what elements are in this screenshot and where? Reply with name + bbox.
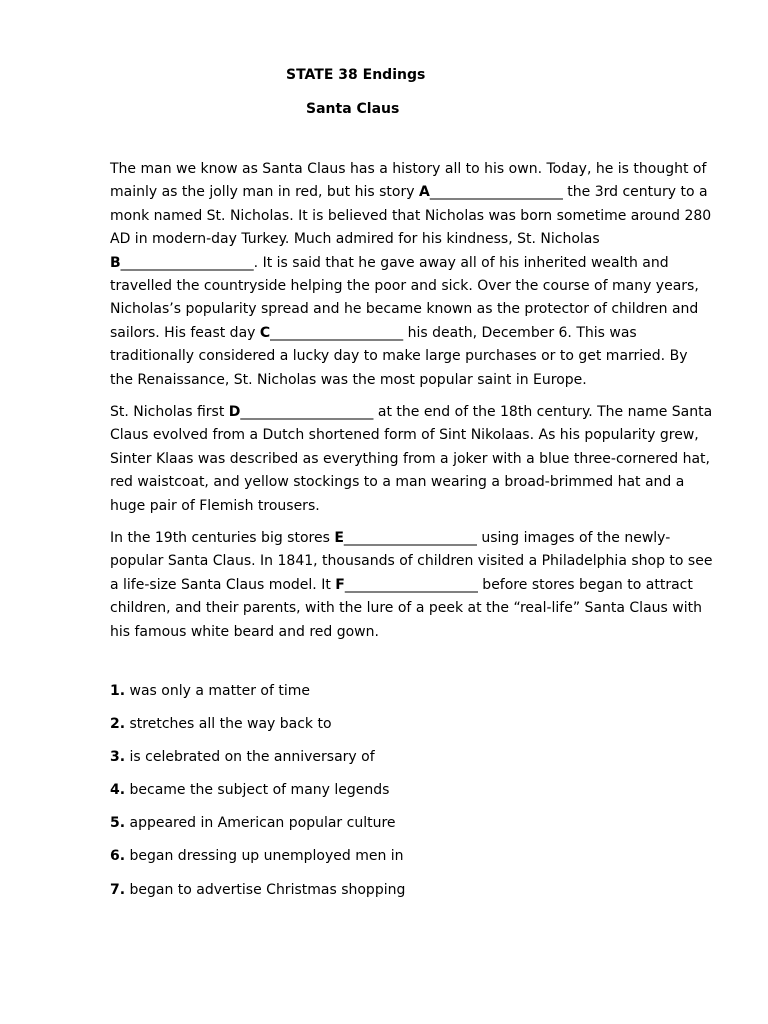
gap-blank-b: ___________________ bbox=[120, 254, 254, 271]
gap-label-f: F bbox=[335, 576, 345, 593]
option-item bbox=[110, 813, 405, 846]
options-list bbox=[110, 681, 405, 913]
option-item bbox=[110, 780, 405, 813]
gap-label-e: E bbox=[334, 530, 344, 546]
paragraph-text: before stores began to attract children, and their parents, with the lure of a peek at the “real-life” Santa Claus with his famous white beard and red gown. bbox=[110, 576, 702, 640]
gap-blank-a: ___________________ bbox=[429, 184, 563, 201]
option-item bbox=[110, 846, 405, 879]
gap-label-b: B bbox=[110, 254, 121, 271]
gap-blank-e: ___________________ bbox=[343, 530, 477, 546]
paragraph-text: St. Nicholas first bbox=[110, 404, 229, 420]
paragraph-text: In the 19th centuries big stores bbox=[110, 530, 335, 546]
option-number: 7. bbox=[110, 881, 126, 898]
option-text: began to advertise Christmas shopping bbox=[125, 881, 406, 898]
gap-label-c: C bbox=[259, 324, 271, 341]
paragraph-text: using images of the newly-popular Santa Claus. In 1841, thousands of children visited a Philadelphia shop to see a life-size Santa Claus model. It bbox=[110, 530, 713, 593]
page-subtitle: Santa Claus bbox=[306, 101, 400, 117]
option-text: is celebrated on the anniversary of bbox=[125, 749, 375, 766]
option-text: became the subject of many legends bbox=[125, 782, 390, 799]
gap-label-a: A bbox=[418, 184, 430, 201]
paragraph-text: at the end of the 18th century. The name Santa Claus evolved from a Dutch shortened form of Sint Nikolaas. As his popularity grew, Sinter Klaas was described as everything from a joker with a blue three-cornered hat, red waistcoat, and yellow stockings to a man wearing a broad-brimmed hat and a huge pair of Flemish trousers. bbox=[110, 404, 713, 514]
option-number: 3. bbox=[110, 749, 126, 766]
gap-blank-f: ___________________ bbox=[344, 576, 478, 593]
paragraph-text: the 3rd century to a monk named St. Nicholas. It is believed that Nicholas was born sometime around 280 AD in modern-day Turkey. Much admired for his kindness, St. Nicholas bbox=[110, 184, 712, 248]
option-number: 2. bbox=[110, 716, 126, 733]
option-number: 4. bbox=[110, 782, 126, 799]
option-item bbox=[110, 681, 405, 714]
option-item bbox=[110, 747, 405, 780]
paragraph-text: The man we know as Santa Claus has a history all to his own. Today, he is thought of mainly as the jolly man in red, but his story bbox=[110, 161, 707, 201]
paragraph-text: his death, December 6. This was traditionally considered a lucky day to make large purchases or to get married. By the Renaissance, St. Nicholas was the most popular saint in Europe. bbox=[110, 324, 688, 388]
paragraph-text: . It is said that he gave away all of his inherited wealth and travelled the countryside helping the poor and sick. Over the course of many years, Nicholas’s popularity spread and he became known as the protector of children and sailors. His feast day bbox=[110, 254, 699, 341]
paragraph-1 bbox=[110, 158, 714, 392]
option-number: 6. bbox=[110, 848, 126, 865]
option-text: began dressing up unemployed men in bbox=[125, 848, 404, 865]
gap-label-d: D bbox=[228, 404, 241, 420]
option-item bbox=[110, 714, 405, 747]
paragraph-3 bbox=[110, 527, 714, 644]
gap-blank-c: ___________________ bbox=[270, 324, 404, 341]
gap-blank-d: ___________________ bbox=[240, 404, 374, 420]
paragraph-2 bbox=[110, 401, 714, 518]
option-text: appeared in American popular culture bbox=[125, 815, 396, 832]
option-text: stretches all the way back to bbox=[125, 716, 332, 733]
option-item bbox=[110, 880, 405, 913]
option-number: 1. bbox=[110, 683, 126, 699]
page-title: STATE 38 Endings bbox=[286, 67, 426, 83]
option-text: was only a matter of time bbox=[125, 683, 310, 699]
option-number: 5. bbox=[110, 815, 126, 832]
